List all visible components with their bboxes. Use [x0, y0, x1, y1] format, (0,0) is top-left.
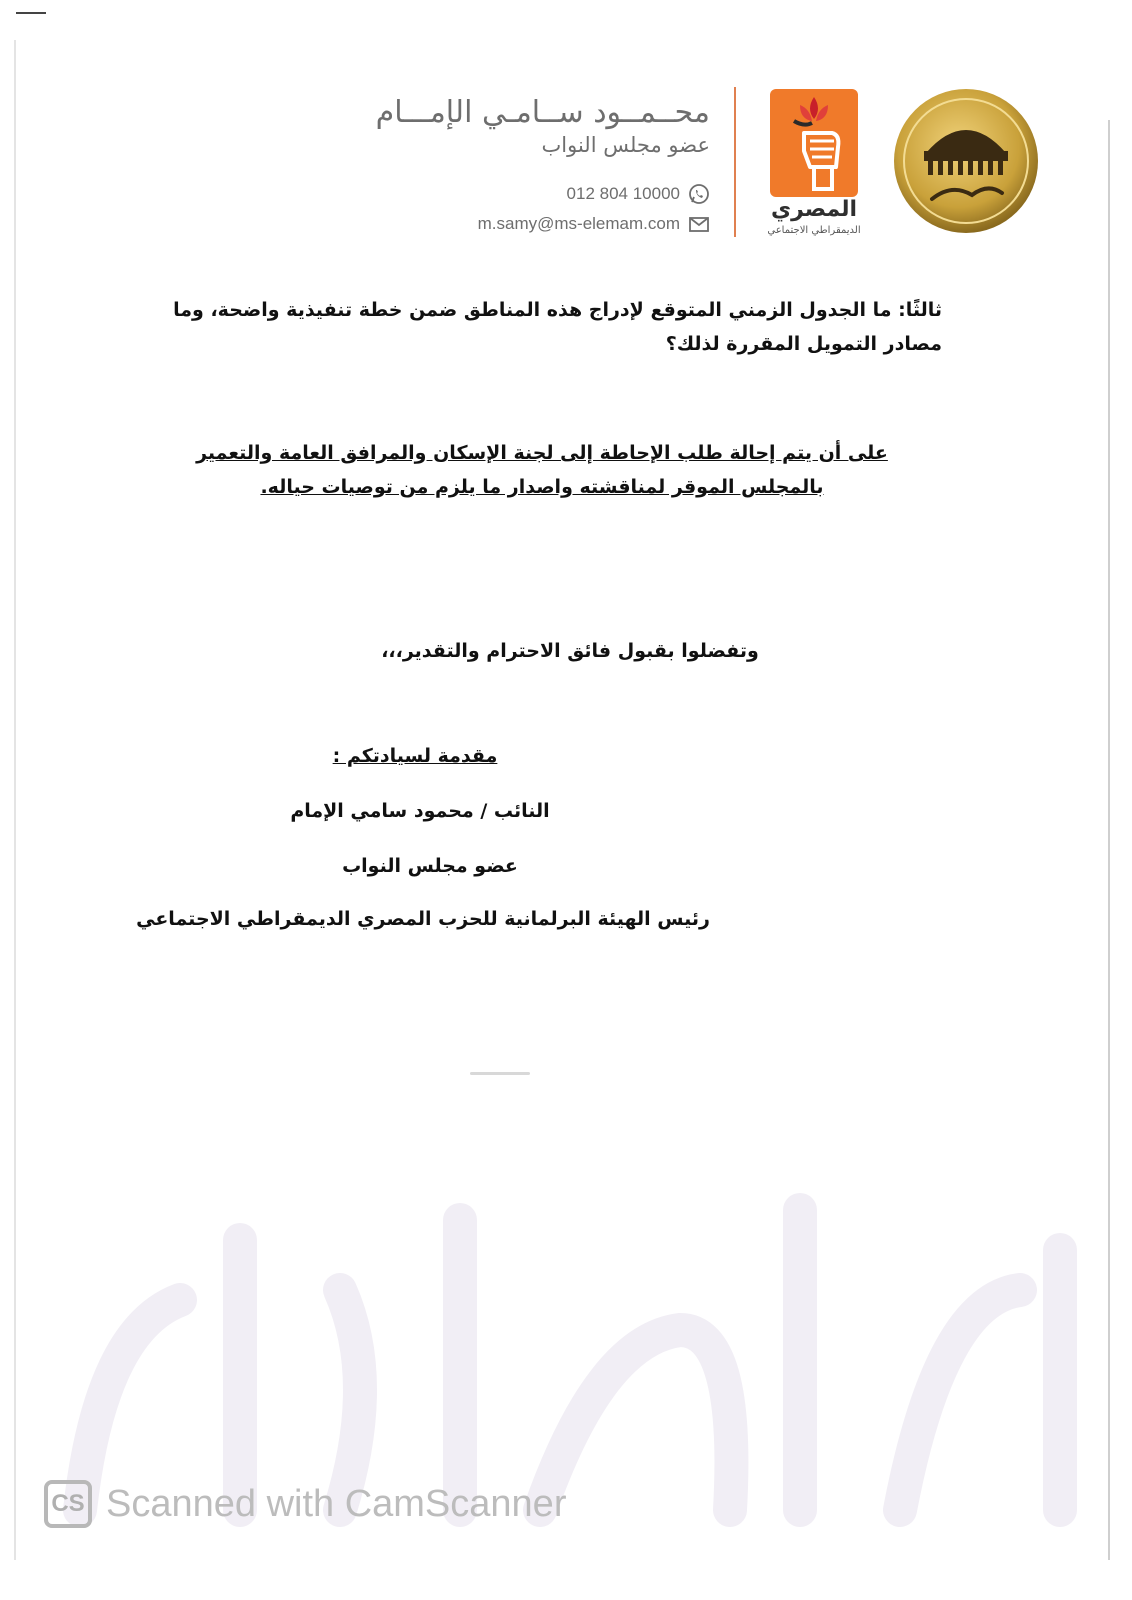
party-subtitle: الديمقراطي الاجتماعي: [767, 225, 861, 236]
scan-edge-top: [16, 12, 46, 14]
parliament-seal-icon: [892, 87, 1040, 235]
signature-name: النائب / محمود سامي الإمام: [290, 800, 550, 822]
referral-paragraph: على أن يتم إحالة طلب الإحاطة إلى لجنة الإسكان والمرافق العامة والتعمير بالمجلس الموقر لمناقشته واصدار ما يلزم من توصيات حياله.: [196, 442, 888, 498]
email-address: m.samy@ms-elemam.com: [477, 214, 680, 233]
scan-edge-left: [14, 40, 16, 1560]
contact-email: [478, 213, 710, 235]
contact-phone: [567, 183, 710, 205]
scan-smudge: [470, 1072, 530, 1075]
signature-role: عضو مجلس النواب: [342, 855, 518, 877]
signature-position: رئيس الهيئة البرلمانية للحزب المصري الديمقراطي الاجتماعي: [136, 908, 710, 930]
closing-line: وتفضلوا بقبول فائق الاحترام والتقدير،،،: [381, 640, 759, 662]
party-logo: [764, 89, 864, 241]
scan-edge-right: [1108, 120, 1110, 1560]
envelope-icon: [688, 213, 710, 235]
signature-intro: مقدمة لسيادتكم :: [332, 745, 498, 767]
phone-number: 012 804 10000: [566, 184, 680, 203]
camscanner-logo-icon: CS: [44, 1480, 92, 1528]
letterhead: [0, 85, 1132, 245]
header-divider: [734, 87, 736, 237]
whatsapp-icon: [688, 183, 710, 205]
mp-title: عضو مجلس النواب: [541, 133, 710, 157]
scanner-credit: Scanned with CamScanner: [106, 1482, 567, 1525]
scanner-footer: [44, 1480, 566, 1528]
mp-name: محــمــود ســامـي الإمـــام: [375, 95, 710, 130]
party-name: المصري: [770, 197, 858, 222]
question-three: ثالثًا: ما الجدول الزمني المتوقع لإدراج هذه المناطق ضمن خطة تنفيذية واضحة، وما مصادر التمويل المقررة لذلك؟: [173, 299, 942, 355]
fist-flower-icon: [770, 89, 858, 197]
